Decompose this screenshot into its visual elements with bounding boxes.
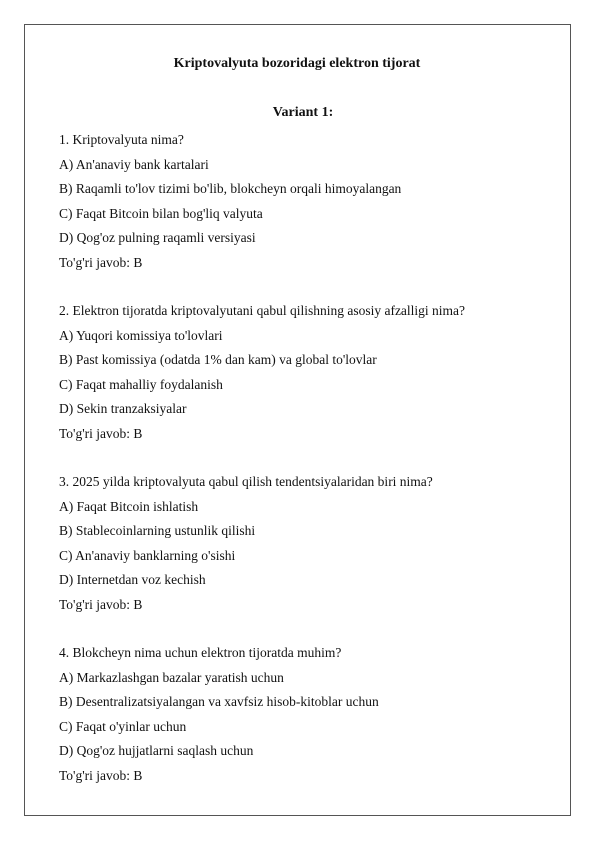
option-b: B) Raqamli to'lov tizimi bo'lib, blokcheyn orqali himoyalangan bbox=[59, 181, 402, 196]
option-d: D) Sekin tranzaksiyalar bbox=[59, 401, 187, 416]
correct-answer: To'g'ri javob: B bbox=[59, 425, 143, 441]
option-c: C) Faqat Bitcoin bilan bog'liq valyuta bbox=[59, 205, 263, 221]
option-a: A) Yuqori komissiya to'lovlari bbox=[59, 327, 223, 343]
question-list bbox=[59, 128, 539, 788]
question-block bbox=[59, 299, 539, 446]
option-a: A) Faqat Bitcoin ishlatish bbox=[59, 498, 199, 514]
variant-heading: Variant 1: bbox=[272, 105, 334, 120]
option-d: D) Qog'oz pulning raqamli versiyasi bbox=[59, 230, 256, 245]
question-text: 4. Blokcheyn nima uchun elektron tijoratda muhim? bbox=[59, 645, 342, 660]
question-text: 2. Elektron tijoratda kriptovalyutani qabul qilishning asosiy afzalligi nima? bbox=[59, 303, 466, 318]
option-b: B) Stablecoinlarning ustunlik qilishi bbox=[59, 523, 256, 538]
option-c: C) Faqat o'yinlar uchun bbox=[59, 718, 187, 734]
option-d: D) Qog'oz hujjatlarni saqlash uchun bbox=[59, 743, 254, 758]
option-b: B) Desentralizatsiyalangan va xavfsiz hisob-kitoblar uchun bbox=[59, 694, 379, 709]
option-c: C) Faqat mahalliy foydalanish bbox=[59, 376, 223, 392]
question-block bbox=[59, 128, 539, 275]
question-text: 1. Kriptovalyuta nima? bbox=[59, 132, 184, 147]
option-b: B) Past komissiya (odatda 1% dan kam) va global to'lovlar bbox=[59, 352, 377, 367]
document-title: Kriptovalyuta bozoridagi elektron tijorat bbox=[173, 56, 421, 71]
option-a: A) An'anaviy bank kartalari bbox=[59, 156, 209, 172]
correct-answer: To'g'ri javob: B bbox=[59, 767, 143, 783]
option-c: C) An'anaviy banklarning o'sishi bbox=[59, 547, 236, 563]
question-text: 3. 2025 yilda kriptovalyuta qabul qilish tendentsiyalaridan biri nima? bbox=[59, 474, 433, 489]
correct-answer: To'g'ri javob: B bbox=[59, 254, 143, 270]
question-block bbox=[59, 470, 539, 617]
correct-answer: To'g'ri javob: B bbox=[59, 596, 143, 612]
document-content bbox=[59, 55, 539, 788]
option-d: D) Internetdan voz kechish bbox=[59, 572, 206, 587]
option-a: A) Markazlashgan bazalar yaratish uchun bbox=[59, 669, 284, 685]
question-block bbox=[59, 641, 539, 788]
